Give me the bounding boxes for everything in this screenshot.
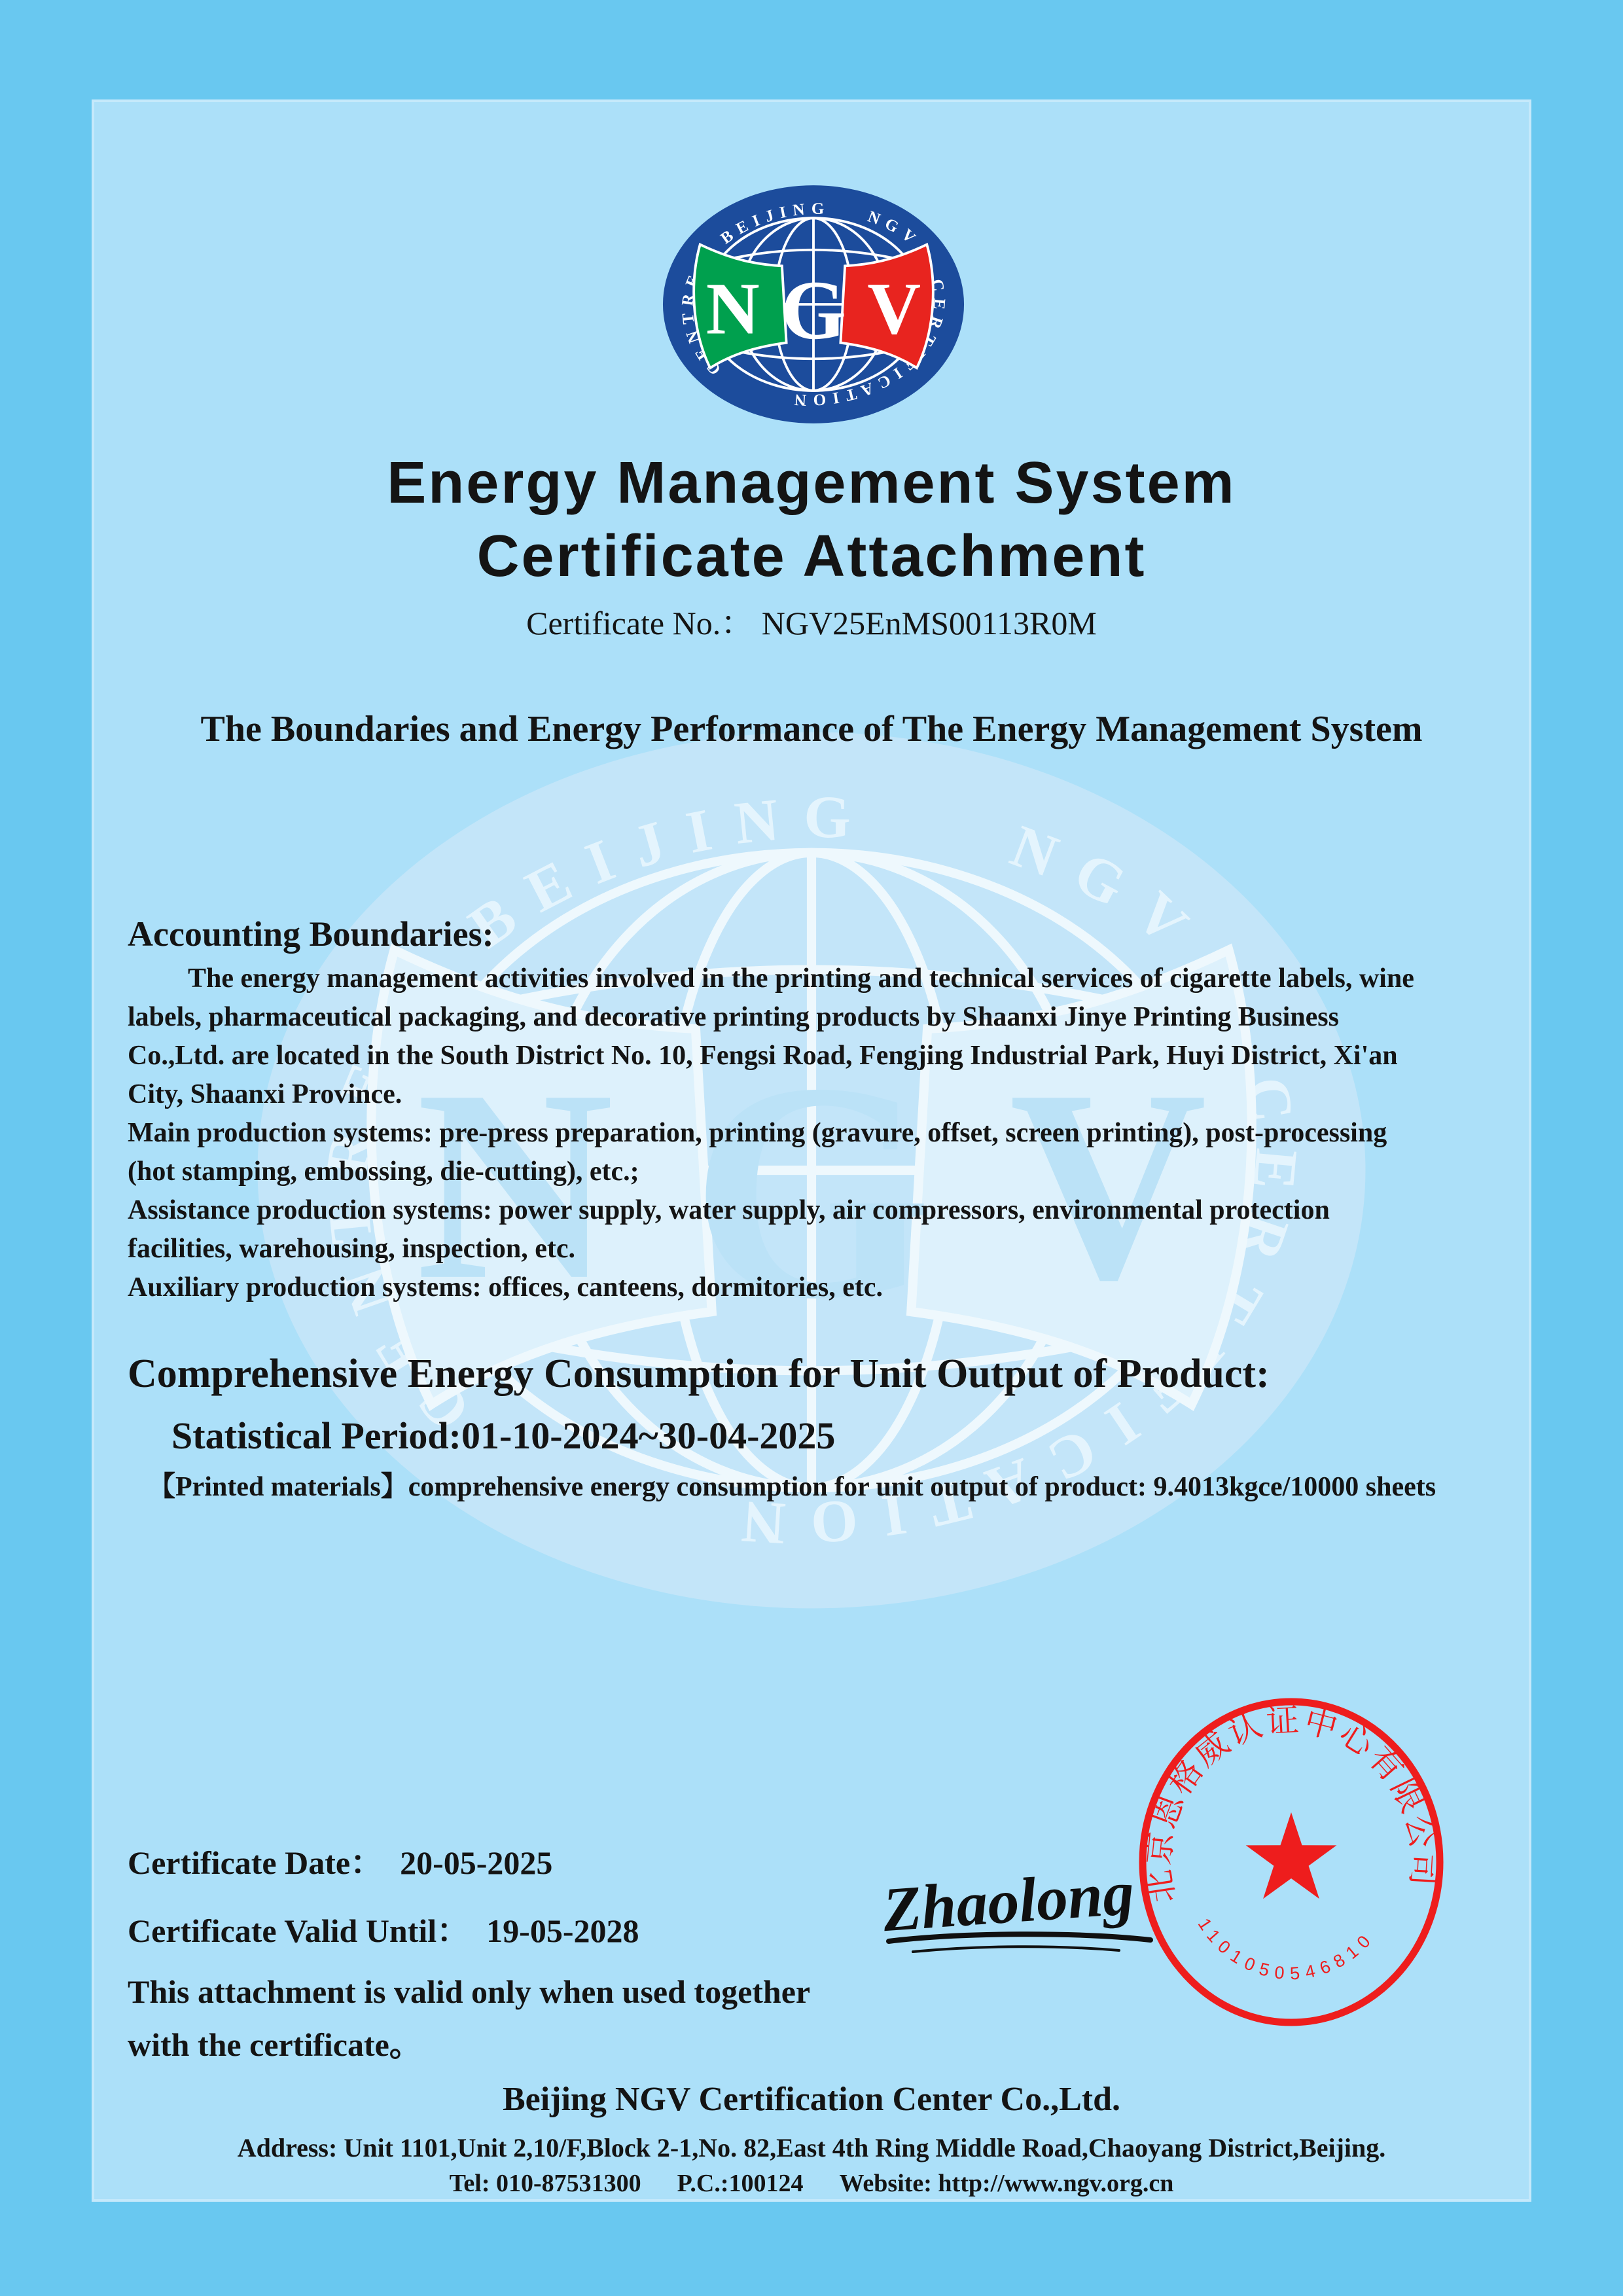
stamp-star-icon (1246, 1812, 1337, 1899)
footer-tel-value: Tel: 010-87531300 (449, 2170, 641, 2197)
title-line-2: Certificate Attachment (476, 524, 1147, 589)
accounting-text-line: (hot stamping, embossing, die-cutting), etc.; (128, 1157, 639, 1187)
certificate-number-value: NGV25EnMS00113R0M (761, 605, 1097, 641)
accounting-boundaries-paragraph (128, 960, 1515, 1307)
accounting-text-line: Auxiliary production systems: offices, canteens, dormitories, etc. (128, 1272, 883, 1302)
signature (877, 1857, 1158, 1965)
accounting-boundaries-heading: Accounting Boundaries: (128, 914, 494, 954)
company-stamp (1134, 1698, 1448, 2026)
certificate-valid-until-value: 19-05-2028 (486, 1912, 639, 1949)
footer-website-value: Website: http://www.ngv.org.cn (839, 2170, 1174, 2197)
accounting-text-line: Main production systems: pre-press preparation, printing (gravure, offset, screen printing), post-processing (128, 1118, 1387, 1148)
accounting-text-line: Assistance production systems: power supply, water supply, air compressors, environmental protection (128, 1195, 1330, 1225)
accounting-text-line: labels, pharmaceutical packaging, and decorative printing products by Shaanxi Jinye Printing Business (128, 1002, 1339, 1032)
consumption-heading: Comprehensive Energy Consumption for Unit Output of Product: (128, 1352, 1270, 1396)
certificate-valid-until-label: Certificate Valid Until： (128, 1912, 470, 1949)
footer-postcode-value: P.C.:100124 (677, 2170, 804, 2197)
certificate-number-line (0, 597, 1623, 644)
accounting-text-line: Co.,Ltd. are located in the South District No. 10, Fengsi Road, Fengjing Industrial Park, Huyi District, Xi'an (128, 1041, 1398, 1071)
footer-address: Address: Unit 1101,Unit 2,10/F,Block 2-1,No. 82,East 4th Ring Middle Road,Chaoyang District,Beijing. (237, 2133, 1386, 2162)
validity-block (128, 1837, 810, 2073)
certificate-date-label: Certificate Date： (128, 1844, 383, 1881)
certificate-number-label: Certificate No.： (526, 605, 754, 641)
accounting-text-line: facilities, warehousing, inspection, etc. (128, 1234, 576, 1264)
title-line-1: Energy Management System (387, 450, 1236, 516)
signature-underline-2 (913, 1946, 1119, 1952)
printed-materials-line: 【Printed materials】comprehensive energy consumption for unit output of product: 9.4013kgce/10000 sheets (148, 1472, 1436, 1502)
stamp-number-text: 1101050546810 (1194, 1914, 1379, 1984)
page-title (0, 446, 1623, 593)
accounting-text-line: The energy management activities involved in the printing and technical services of cigarette labels, wine (188, 963, 1414, 994)
signature-name: Zhaolong (880, 1857, 1137, 1945)
certificate-date-value: 20-05-2025 (400, 1844, 553, 1881)
validity-note-line-1: This attachment is valid only when used together (128, 1973, 811, 2010)
boundaries-subtitle: The Boundaries and Energy Performance of The Energy Management System (200, 709, 1423, 749)
ngv-logo (662, 185, 965, 424)
statistical-period-line: Statistical Period:01-10-2024~30-04-2025 (171, 1414, 836, 1457)
footer-contact-line (0, 2169, 1623, 2198)
certificate-valid-until-line (128, 1905, 810, 1952)
certificate-date-line (128, 1837, 810, 1884)
accounting-text-line: City, Shaanxi Province. (128, 1079, 402, 1109)
footer-company-name: Beijing NGV Certification Center Co.,Ltd. (502, 2081, 1121, 2118)
validity-note-line-2: with the certificate。 (128, 2026, 422, 2063)
stamp-company-text: 北京恩格威认证中心有限公司 (1139, 1701, 1443, 1906)
